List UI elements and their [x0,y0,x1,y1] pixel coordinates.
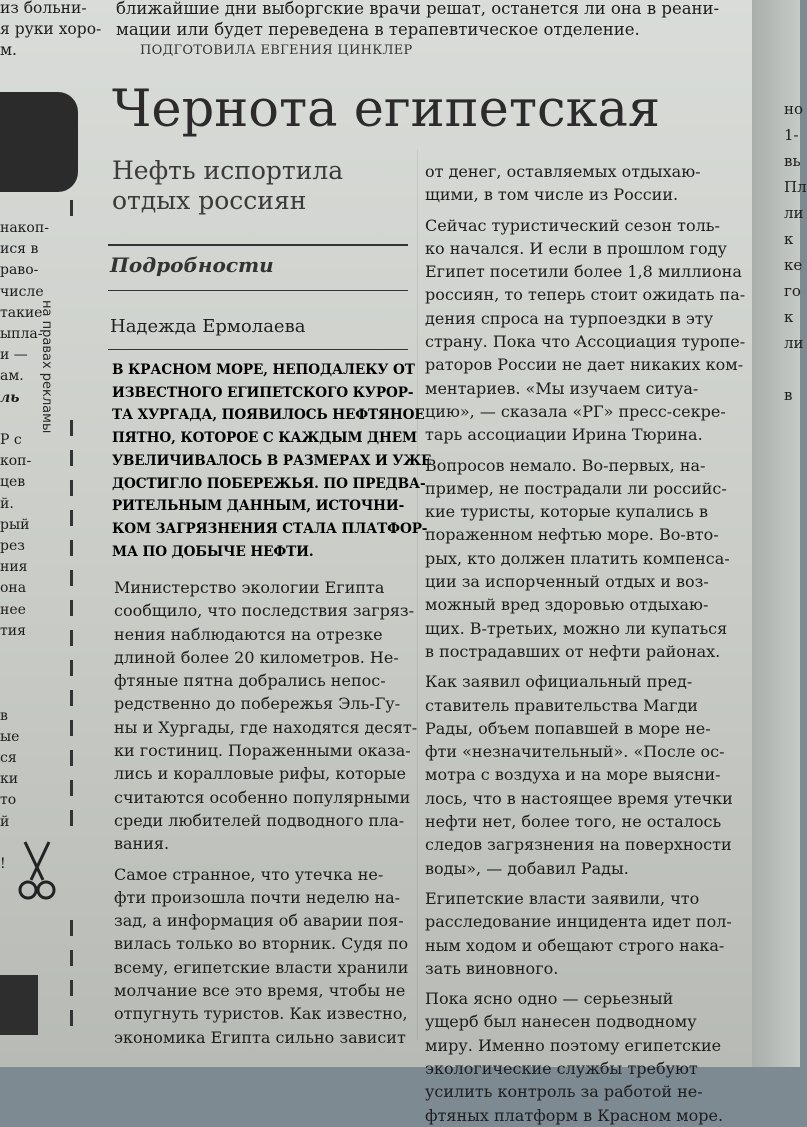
body-line: нения наблюдаются на отрезке [114,624,383,644]
ad-fragment-line [0,684,49,705]
ad-fragment-line [0,663,49,684]
body-line: ным ходом и обещают строго нака- [425,935,725,955]
ad-fragment-line: тия [0,622,26,639]
ad-fragment-line: числе [0,283,44,300]
body-line: Рады, объем попавшей в море не- [425,718,711,738]
ad-fragment-line: в [0,707,8,724]
ad-fragment-line: ися в [0,241,39,258]
body-line: Сейчас туристический сезон толь- [425,215,720,235]
body-line: цию», — сказала «РГ» пресс-секре- [425,401,726,421]
adjacent-line: ли [784,204,804,222]
body-line: ко начался. И если в прошлом году [425,238,727,258]
body-line: расследование инцидента идет пол- [425,912,732,932]
divider [108,244,408,246]
previous-article-line: мации или будет переведена в терапевтическое отделение. [116,20,640,39]
ad-fragment-line: коп- [0,453,32,470]
body-line: от денег, оставляемых отдыхаю- [425,162,701,181]
lead-line: МА ПО ДОБЫЧЕ НЕФТИ. [112,543,314,560]
body-line: считаются особенно популярными [114,787,411,807]
body-line: всему, египетские власти хранили [114,957,409,977]
ad-fragment-line: накоп- [0,220,49,236]
previous-article-left-fragment [0,0,101,61]
ad-fragment-line: такие [0,304,43,321]
adjacent-line: ли [784,334,804,352]
body-line: редственно до побережья Эль-Гу- [114,694,401,714]
body-line: лись и коралловые рифы, которые [114,764,406,784]
ad-fragment-line: ые [0,728,20,745]
divider [108,290,408,291]
adjacent-line: Пл [784,178,807,196]
cut-line-dash [70,600,73,616]
previous-article-ending [116,0,719,61]
cut-line-dash [70,570,73,586]
ad-fragment-line: цев [0,474,26,491]
column-gutter [417,150,418,1040]
body-line: раторов России не дает никаких ком- [425,355,744,375]
lead-line: УВЕЛИЧИВАЛОСЬ В РАЗМЕРАХ И УЖЕ [112,452,432,469]
body-line: зад, а информация об аварии поя- [114,911,404,931]
article-headline: Чернота египетская [112,80,661,139]
body-line: Египет посетили более 1,8 миллиона [425,262,742,282]
fragment-line: я руки хоро- [0,20,102,38]
ad-fragment-line: и — [0,347,28,364]
article-author: Надежда Ермолаева [110,316,306,337]
lead-line: ПЯТНО, КОТОРОЕ С КАЖДЫМ ДНЕМ [112,430,417,447]
cut-line-dash [70,720,73,736]
body-line: вилась только во вторник. Судя по [114,934,409,954]
adjacent-page-text [784,96,807,408]
body-line: щих. В-третьих, можно ли купаться [425,618,728,638]
cut-line-dash [70,1010,73,1026]
body-line: зать виновного. [425,958,559,978]
previous-article-line: ближайшие дни выборгские врачи решат, останется ли она в реани- [116,0,720,18]
cut-line-dash [70,420,73,436]
body-line: миру. Именно поэтому египетские [425,1035,722,1055]
ad-fragment-line: й. [0,495,14,512]
ad-frame-corner-bottom [0,975,38,1035]
body-line: пораженном нефтью море. Во-вто- [425,525,719,545]
body-line: щими, в том числе из России. [425,185,679,205]
cut-line-dash [70,480,73,496]
body-line: страну. Пока что Ассоциация туропе- [425,332,746,352]
body-line: Пока ясно одно — серьезный [425,989,674,1009]
body-line: среди любителей подводного пла- [114,810,405,830]
body-line: Министерство экологии Египта [114,578,385,597]
lead-line: ДОСТИГЛО ПОБЕРЕЖЬЯ. ПО ПРЕДВА- [112,475,426,492]
body-line: молчание все это время, чтобы не [114,981,406,1001]
adjacent-line: вь [784,152,801,170]
body-line: рых, кто должен платить компенса- [425,548,730,568]
body-line: дения спроса на турпоездки в эту [425,308,714,328]
ad-fragment-line: й [0,813,10,830]
ad-fragment-line: раво- [0,262,39,279]
adjacent-line: 1- [784,126,799,144]
cut-line-dash [70,980,73,996]
adjacent-line: но [784,100,804,118]
ad-fragment-line: ся [0,750,17,767]
body-line: сообщило, что последствия загряз- [114,601,415,621]
lead-line: КОМ ЗАГРЯЗНЕНИЯ СТАЛА ПЛАТФОР- [112,520,428,537]
cut-line-dash [70,750,73,766]
cut-line-dash [70,950,73,966]
adjacent-line: к [784,230,794,248]
body-line: лось, что в настоящее время утечки [425,788,733,808]
adjacent-line: к [784,308,794,326]
body-line: Самое странное, что утечка не- [114,864,384,884]
previous-article-credit: ПОДГОТОВИЛА ЕВГЕНИЯ ЦИНКЛЕР [140,43,413,58]
fragment-line: м. [0,41,17,59]
cut-line-dash [70,810,73,826]
article-subheadline: Нефть испортила отдых россиян [112,156,344,215]
cut-line-dash [70,540,73,556]
body-line: пример, не пострадали ли российс- [425,478,727,498]
ad-fragment-line: то [0,792,17,809]
divider [108,349,408,350]
ad-fragment-line: ния [0,559,28,576]
body-line: ции за испорченный отдых и воз- [425,572,709,592]
adjacent-line: ке [784,256,803,274]
body-line: тарь ассоциации Ирина Тюрина. [425,425,703,445]
body-line: ставитель правительства Магди [425,695,698,715]
fragment-line: из больни- [0,0,87,17]
lead-line: В КРАСНОМ МОРЕ, НЕПОДАЛЕКУ ОТ [112,362,415,378]
adjacent-page-edge [752,0,807,1067]
body-line: вания. [114,834,170,854]
lead-line: ТА ХУРГАДА, ПОЯВИЛОСЬ НЕФТЯНОЕ [112,407,425,424]
adjacent-line [784,356,807,382]
body-line: россиян, то теперь стоит ожидать па- [425,285,746,305]
cut-line-dash [70,450,73,466]
ad-fragment-line: Р с [0,432,22,449]
body-line: мотра с воздуха и на море выясни- [425,765,721,785]
body-line: воды», — добавил Рады. [425,858,629,878]
ad-fragment-line: она [0,580,27,597]
body-line: экологические службы требуют [425,1058,698,1078]
ad-fragment-line [0,642,49,663]
body-line: можный вред здоровью отдыхаю- [425,595,709,615]
body-line: ущерб был нанесен подводному [425,1012,697,1032]
body-line: экономика Египта сильно зависит [114,1027,406,1047]
body-line: нефти нет, более того, не осталось [425,812,722,832]
ad-fragment-line: ! [0,856,6,873]
cut-line-dash [70,630,73,646]
article-lead [112,359,432,563]
ad-fragment-line: ки [0,771,19,788]
ad-frame-corner [0,92,78,192]
adjacent-line: го [784,282,801,300]
article-rubric: Подробности [110,253,274,277]
body-line: Вопросов немало. Во-первых, на- [425,455,706,475]
body-line: фтяные пятна добрались непос- [114,671,386,691]
body-line: Египетские власти заявили, что [425,888,700,908]
body-line: в пострадавших от нефти районах. [425,641,721,661]
body-line: усилить контроль за работой не- [425,1082,703,1102]
body-line: кие туристы, которые купались в [425,502,708,522]
body-line: фтяных платформ в Красном море. [425,1105,724,1125]
ad-fragment-line: ль [0,389,20,406]
ad-fragment-line: ам. [0,368,24,385]
cut-line-dash [70,510,73,526]
ad-fragment-line: ыпла- [0,326,43,343]
body-line: Как заявил официальный пред- [425,672,693,692]
article-body-column-1 [114,576,417,1049]
body-line: ментариев. «Мы изучаем ситуа- [425,378,699,398]
lead-line: РИТЕЛЬНЫМ ДАННЫМ, ИСТОЧНИ- [112,498,405,515]
cut-line-dash [70,200,73,216]
body-line: ки гостиниц. Пораженными оказа- [114,741,411,761]
advertising-notice: на правах рекламы [39,300,54,434]
body-line: отпугнуть туристов. Как известно, [114,1004,408,1024]
cut-line-dash [70,780,73,796]
ad-fragment-line: рый [0,516,30,533]
article-body-column-2 [425,160,745,1127]
body-line: фти произошла почти неделю на- [114,887,401,907]
cut-line-dash [70,660,73,676]
body-line: ны и Хургады, где находятся десят- [114,717,418,737]
ad-fragment-line: нее [0,601,26,618]
body-line: фти «незначительный». «После ос- [425,742,725,762]
ad-fragment-line: рез [0,538,25,555]
scissors-icon [15,840,59,904]
body-line: следов загрязнения на поверхности [425,835,732,855]
cut-line-dash [70,920,73,936]
body-line: длиной более 20 километров. Не- [114,647,399,667]
cut-line-dash [70,690,73,706]
lead-line: ИЗВЕСТНОГО ЕГИПЕТСКОГО КУРОР- [112,384,414,401]
adjacent-line: в [784,386,793,404]
